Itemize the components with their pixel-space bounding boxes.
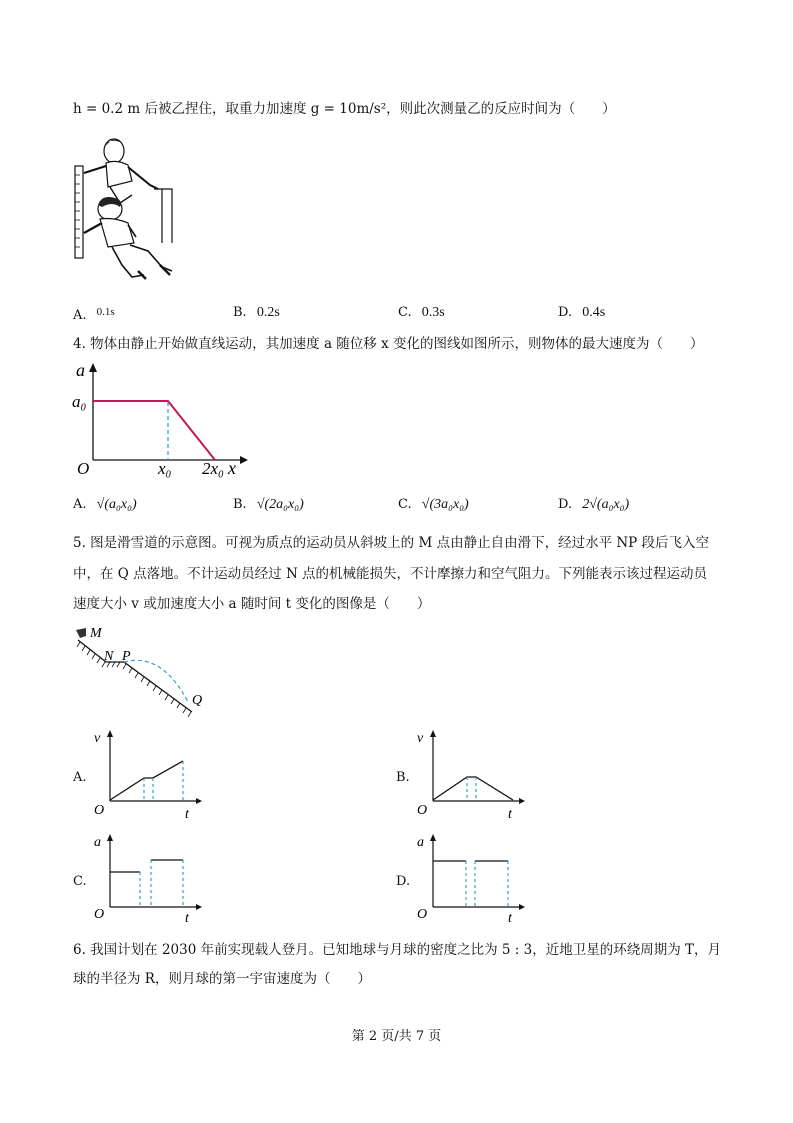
option-value: 2√(a₀x₀): [582, 497, 630, 512]
y-axis-label: a: [417, 835, 424, 850]
option-value: √(a₀x₀): [96, 497, 137, 512]
x-axis-label: t: [185, 911, 189, 926]
q6-stem-line-1: 6. 我国计划在 2030 年前实现载人登月。已知地球与月球的密度之比为 5 : 3，近地卫星的环绕周期为 T，月: [73, 942, 722, 958]
q3-option-c[interactable]: [398, 305, 445, 321]
x-axis-label: t: [185, 807, 189, 822]
option-label: C.: [398, 305, 412, 320]
origin-label: O: [417, 803, 428, 818]
point-m-label: M: [90, 626, 102, 641]
option-label: A.: [73, 497, 87, 512]
page-footer: 第 2 页/共 7 页: [351, 1029, 442, 1044]
option-value: 0.4s: [582, 305, 606, 320]
option-label: D.: [558, 497, 573, 512]
origin-label: O: [94, 907, 105, 922]
origin-label: O: [417, 907, 428, 922]
q5-option-c-label[interactable]: C.: [73, 874, 87, 889]
q4-y-tick: a₀: [72, 392, 87, 411]
option-value: √(3a₀x₀): [421, 497, 469, 512]
reaction-time-illustration: [72, 133, 182, 285]
ski-slope-diagram: [70, 624, 220, 720]
option-label: D.: [558, 305, 573, 320]
q5-option-c-graph[interactable]: [90, 832, 205, 927]
q4-x-tick-1: x₀: [158, 459, 172, 478]
q4-origin: O: [77, 459, 90, 478]
option-label: C.: [398, 497, 412, 512]
q5-option-d-label[interactable]: D.: [396, 874, 411, 889]
option-value: 0.2s: [256, 305, 280, 320]
q3-option-d[interactable]: [558, 305, 605, 321]
q4-x-tick-2: 2x₀: [202, 459, 224, 478]
q4-acceleration-graph: [70, 360, 250, 480]
q5-option-a-graph[interactable]: [90, 728, 205, 823]
option-label: B.: [233, 305, 247, 320]
q3-stem: h = 0.2 m 后被乙捏住，取重力加速度 g = 10m/s²，则此次测量乙的反应时间为（ ）: [73, 101, 616, 117]
q4-option-c[interactable]: [398, 497, 469, 513]
origin-label: O: [94, 803, 105, 818]
point-n-label: N: [104, 649, 114, 664]
option-label: B.: [233, 497, 247, 512]
y-axis-label: v: [417, 731, 424, 746]
q5-option-a-label[interactable]: A.: [73, 770, 87, 785]
q4-stem: 4. 物体由静止开始做直线运动，其加速度 a 随位移 x 变化的图线如图所示，则物体的最大速度为（ ）: [73, 336, 704, 352]
option-value: 0.3s: [421, 305, 445, 320]
q5-option-d-graph[interactable]: [413, 832, 528, 927]
option-value: 0.1s: [96, 306, 115, 318]
q4-y-axis-label: a: [76, 360, 85, 380]
q3-option-a[interactable]: [73, 308, 115, 323]
q4-option-a[interactable]: [73, 497, 137, 513]
q5-option-b-graph[interactable]: [413, 728, 528, 823]
point-p-label: P: [122, 649, 131, 664]
x-axis-label: t: [508, 911, 512, 926]
q5-option-b-label[interactable]: B.: [396, 770, 410, 785]
option-value: √(2a₀x₀): [256, 497, 304, 512]
q5-stem-line-2: 中，在 Q 点落地。不计运动员经过 N 点的机械能损失，不计摩擦力和空气阻力。下列能表示该过程运动员: [73, 566, 708, 582]
option-label: A.: [73, 308, 87, 323]
point-q-label: Q: [192, 693, 203, 708]
q4-x-axis-label: x: [228, 458, 236, 478]
q5-stem-line-1: 5. 图是滑雪道的示意图。可视为质点的运动员从斜坡上的 M 点由静止自由滑下，经过水平 NP 段后飞入空: [73, 535, 710, 551]
x-axis-label: t: [508, 807, 512, 822]
q4-option-b[interactable]: [233, 497, 304, 513]
q3-option-b[interactable]: [233, 305, 280, 321]
y-axis-label: v: [94, 731, 101, 746]
q6-stem-line-2: 球的半径为 R，则月球的第一宇宙速度为（ ）: [73, 971, 371, 987]
q5-stem-line-3: 速度大小 v 或加速度大小 a 随时间 t 变化的图像是（ ）: [73, 596, 431, 612]
y-axis-label: a: [94, 835, 101, 850]
q4-option-d[interactable]: [558, 497, 629, 513]
